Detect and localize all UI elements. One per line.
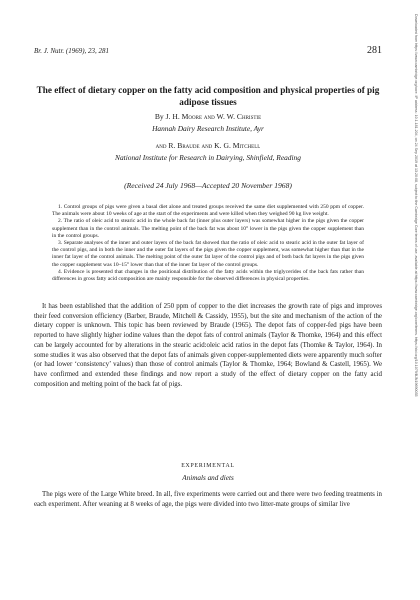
introduction	[34, 302, 382, 389]
experimental-paragraph: The pigs were of the Large White breed. In all, five experiments were carried out and there were two feeding treatments in each experiment. After weaning at 8 weeks of age, the pigs were divided into two litter-mate groups of similar live	[34, 491, 382, 508]
page-number: 281	[367, 45, 382, 56]
abstract-point-1: 1. Control groups of pigs were given a basal diet alone and treated groups received the same diet supplemented with 250 ppm of copper. The animals were about 10 weeks of age at the start of the experiments and were killed when they weighed 90 kg live weight.	[52, 204, 364, 218]
download-notice	[410, 14, 418, 589]
download-notice-text: Downloaded from https://www.cambridge.org/core. IP address: 10.1.181.204, on 24 Sep 2019 at 13:20:08, subject to the Cambridge Core terms of use, available at https://www.cambridge.org/core/terms. https://doi.org/10.1079/BJN19690035	[414, 14, 418, 397]
author-prefix-2: and	[155, 141, 167, 150]
abstract-point-2: 2. The ratio of oleic acid to stearic acid in the whole back fat (inner plus outer layers) was somewhat higher in the pigs given the copper supplement than in the control animals. The melting point of the back fat was about 10° lower in the pigs given the copper supplement than in the control groups.	[52, 218, 364, 239]
author-line-1	[34, 111, 382, 122]
abstract	[52, 204, 364, 283]
introduction-paragraph: It has been established that the addition of 250 ppm of copper to the diet increases the growth rate of pigs and improves their feed conversion efficiency (Barber, Braude, Mitchell & Cassidy, 1955), but the site and mechanism of the action of the dietary copper is unknown. This topic has been reviewed by Braude (1965). The depot fats of copper-fed pigs have been reported to have slightly higher iodine values than the depot fats of control animals (Taylor & Thomke, 1964) and this effect can be largely accounted for by alterations in the stearic acid:oleic acid ratios in the depot fats (Thomke & Taylor, 1964). In some studies it was also observed that the depot fats of animals given copper-supplemented diets were apparently much softer (or had lower ‘consistency’ values) than those of control animals (Taylor & Thomke, 1964; Bowland & Castell, 1965). We have confirmed and extended these findings and now report a study of the effect of dietary copper on the fatty acid composition and melting point of the back fat of pigs.	[34, 303, 382, 388]
journal-citation: Br. J. Nutr. (1969), 23, 281	[34, 47, 110, 55]
author-line-2	[34, 140, 382, 151]
affiliation-1: Hannah Dairy Research Institute, Ayr	[152, 124, 264, 133]
author-names-2: R. Braude and K. G. Mitchell	[168, 141, 261, 150]
author-names-1: J. H. Moore and W. W. Christie	[165, 112, 262, 121]
experimental-text	[34, 490, 382, 509]
affiliation-2: National Institute for Research in Dairying, Shinfield, Reading	[115, 153, 301, 162]
section-heading: EXPERIMENTAL	[181, 463, 235, 469]
received-dates: (Received 24 July 1968—Accepted 20 November 1968)	[124, 181, 292, 190]
article-title: The effect of dietary copper on the fatty acid composition and physical properties of pig adipose tissues	[36, 85, 380, 107]
abstract-point-3: 3. Separate analyses of the inner and outer layers of the back fat showed that the ratio of oleic acid to stearic acid in the outer fat layer of the control pigs, and in both the inner and the outer fat layers of the pigs given the copper supplement, was somewhat higher than that in the inner fat layer of the control animals. The melting point of the outer fat layer of the control pigs and of both back fat layers in the pigs given the copper supplement was 10–15° lower than that of the inner fat layer of the control groups.	[52, 240, 364, 268]
author-prefix-1: By	[154, 112, 164, 121]
running-head	[34, 47, 382, 57]
abstract-point-4: 4. Evidence is presented that changes in the positional distribution of the fatty acids within the triglycerides of the back fats rather than differences in gross fatty acid composition are mainly responsible for the observed differences in physical properties.	[52, 268, 364, 283]
subsection-heading: Animals and diets	[182, 474, 234, 482]
